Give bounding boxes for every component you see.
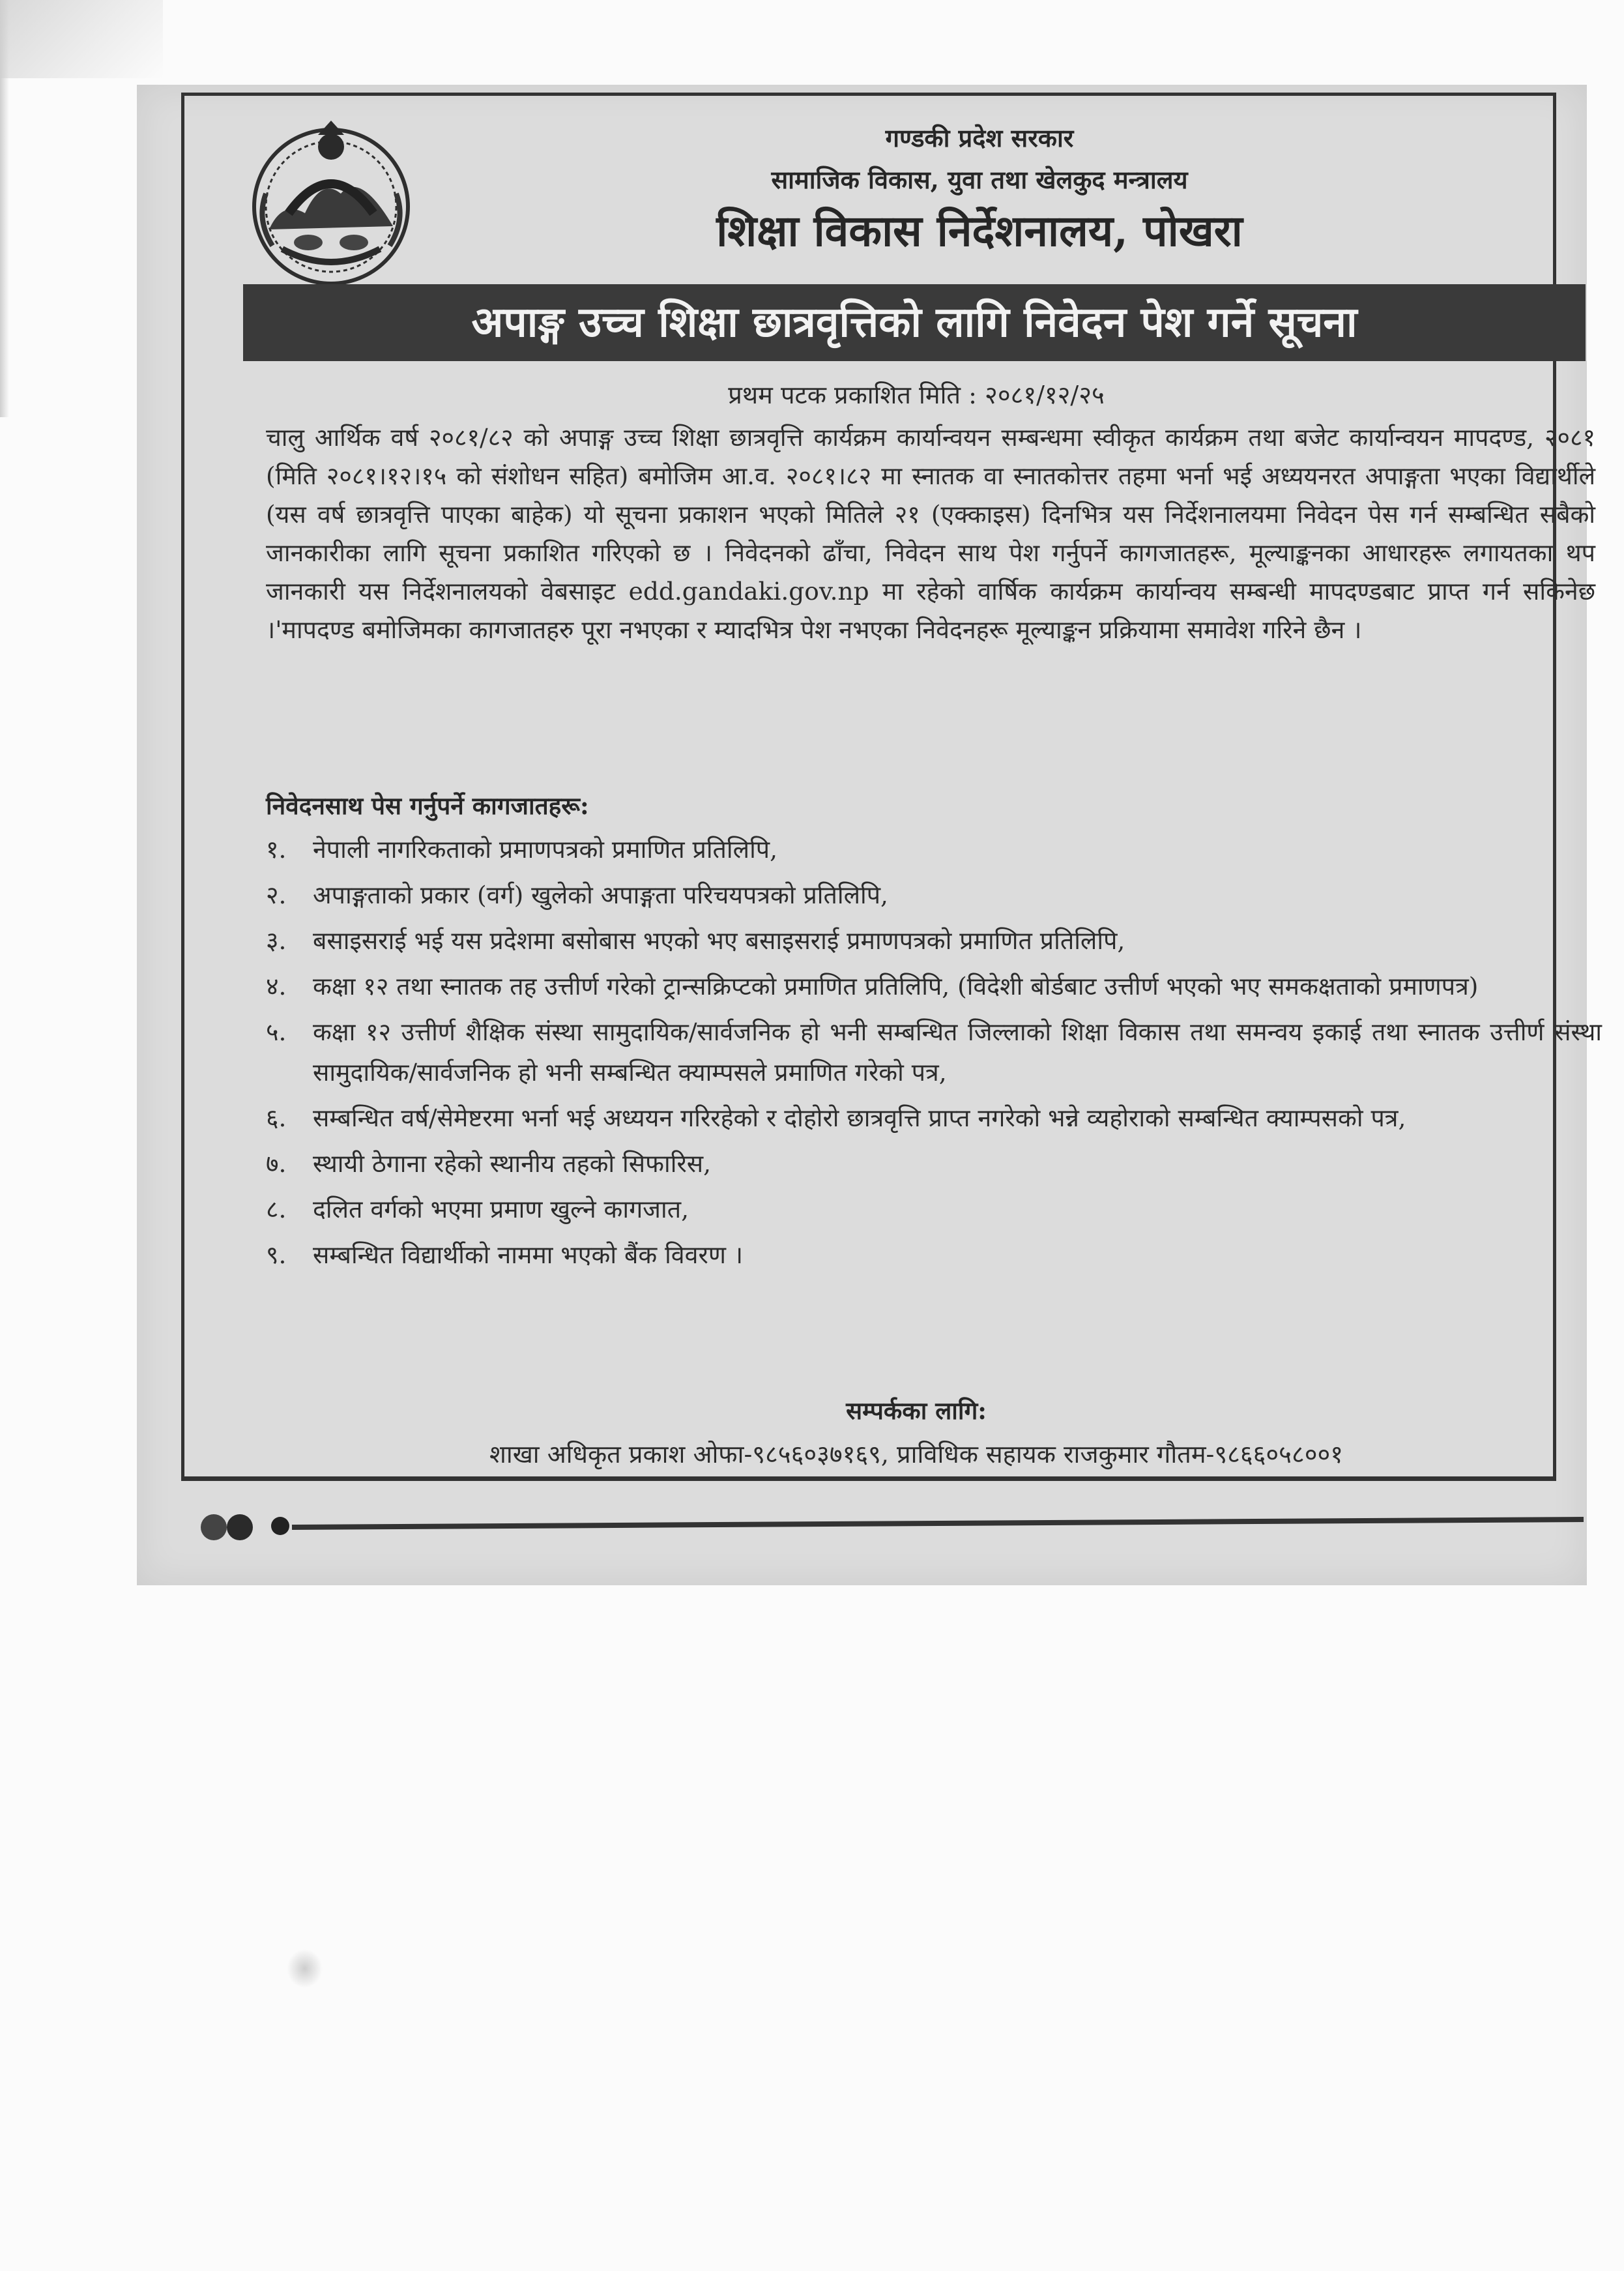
documents-list <box>266 829 1602 1280</box>
list-item-number: ४. <box>266 972 287 1001</box>
list-item <box>266 1189 1602 1229</box>
notice-title: अपाङ्ग उच्च शिक्षा छात्रवृत्तिको लागि निवेदन पेश गर्ने सूचना <box>243 284 1586 361</box>
list-item-number: ६. <box>266 1104 287 1132</box>
list-item-text: कक्षा १२ उत्तीर्ण शैक्षिक संस्था सामुदायिक/सार्वजनिक हो भनी सम्बन्धित जिल्लाको शिक्षा विकास तथा समन्वय इकाई तथा स्नातक उत्तीर्ण संस्था सामुदायिक/सार्वजनिक हो भनी सम्बन्धित क्याम्पसले प्रमाणित गरेको पत्र, <box>313 1018 1602 1087</box>
newspaper-clipping <box>137 85 1602 1585</box>
scan-smudge <box>287 1949 323 1988</box>
list-item-text: दलित वर्गको भएमा प्रमाण खुल्ने कागजात, <box>313 1195 689 1223</box>
published-date: प्रथम पटक प्रकाशित मिति : २०८१/१२/२५ <box>728 381 1105 409</box>
list-item <box>266 1098 1602 1138</box>
scan-page-fold <box>0 0 163 78</box>
list-item <box>266 1143 1602 1184</box>
list-item-number: २. <box>266 881 287 909</box>
nepal-emblem-icon <box>243 115 419 291</box>
government-name: गण्डकी प्रदेश सरकार <box>885 123 1074 153</box>
contact-details: शाखा अधिकृत प्रकाश ओफा-९८५६०३७१६९, प्राविधिक सहायक राजकुमार गौतम-९८६६०५८००१ <box>489 1440 1343 1469</box>
list-item-number: ८. <box>266 1195 287 1223</box>
list-item-text: सम्बन्धित वर्ष/सेमेष्टरमा भर्ना भई अध्ययन गरिरहेको र दोहोरो छात्रवृत्ति प्राप्त नगरेको भन्ने व्यहोराको सम्बन्धित क्याम्पसको पत्र, <box>313 1104 1406 1132</box>
notice-body: चालु आर्थिक वर्ष २०८१/८२ को अपाङ्ग उच्च शिक्षा छात्रवृत्ति कार्यक्रम कार्यान्वयन सम्बन्धमा स्वीकृत कार्यक्रम तथा बजेट कार्यान्वयन मापदण्ड, २०८१ (मिति २०८१।१२।१५ को संशोधन सहित) बमोजिम आ.व. २०८१।८२ मा स्नातक वा स्नातकोत्तर तहमा भर्ना भई अध्ययनरत अपाङ्गता भएका विद्यार्थीले (यस वर्ष छात्रवृत्ति पाएका बाहेक) यो सूचना प्रकाशन भएको मितिले २१ (एक्काइस) दिनभित्र यस निर्देशनालयमा निवेदन पेस गर्न सम्बन्धित सबैको जानकारीका लागि सूचना प्रकाशित गरिएको छ । निवेदनको ढाँचा, निवेदन साथ पेश गर्नुपर्ने कागजातहरू, मूल्याङ्कनका आधारहरू लगायतका थप जानकारी यस निर्देशनालयको वेबसाइट edd.gandaki.gov.np मा रहेको वार्षिक कार्यक्रम कार्यान्वय सम्बन्धी मापदण्डबाट प्राप्त गर्न सकिनेछ ।'मापदण्ड बमोजिमका कागजातहरु पूरा नभएका र म्यादभित्र पेश नभएका निवेदनहरू मूल्याङ्कन प्रक्रियामा समावेश गरिने छैन । <box>266 423 1595 644</box>
notice-frame <box>181 93 1602 1481</box>
documents-heading: निवेदनसाथ पेस गर्नुपर्ने कागजातहरू: <box>266 791 589 820</box>
directorate-name: शिक्षा विकास निर्देशनालय, पोखरा <box>716 205 1243 256</box>
list-item-text: अपाङ्गताको प्रकार (वर्ग) खुलेको अपाङ्गता परिचयपत्रको प्रतिलिपि, <box>313 881 888 909</box>
list-item-text: कक्षा १२ तथा स्नातक तह उत्तीर्ण गरेको ट्रान्सक्रिप्टको प्रमाणित प्रतिलिपि, (विदेशी बोर्डबाट उत्तीर्ण भएको भए समकक्षताको प्रमाणपत्र) <box>313 972 1479 1001</box>
list-item-number: ९. <box>266 1240 287 1269</box>
list-item <box>266 1012 1602 1092</box>
list-item <box>266 829 1602 870</box>
list-item <box>266 966 1602 1006</box>
list-item <box>266 1235 1602 1275</box>
list-item-number: १. <box>266 835 287 864</box>
list-item-number: ३. <box>266 926 287 955</box>
list-item-number: ५. <box>266 1018 287 1046</box>
ministry-name: सामाजिक विकास, युवा तथा खेलकुद मन्त्रालय <box>771 165 1188 194</box>
list-item-text: सम्बन्धित विद्यार्थीको नाममा भएको बैंक विवरण । <box>313 1240 744 1269</box>
list-item-text: स्थायी ठेगाना रहेको स्थानीय तहको सिफारिस, <box>313 1149 712 1178</box>
contact-heading: सम्पर्कका लागि: <box>846 1396 987 1425</box>
list-item <box>266 920 1602 961</box>
dots-divider-icon <box>196 1502 1584 1548</box>
list-item-text: बसाइसराई भई यस प्रदेशमा बसोबास भएको भए बसाइसराई प्रमाणपत्रको प्रमाणित प्रतिलिपि, <box>313 926 1125 955</box>
list-item <box>266 875 1602 915</box>
list-item-number: ७. <box>266 1149 287 1178</box>
scan-page-edge <box>0 0 9 417</box>
list-item-text: नेपाली नागरिकताको प्रमाणपत्रको प्रमाणित प्रतिलिपि, <box>313 835 777 864</box>
